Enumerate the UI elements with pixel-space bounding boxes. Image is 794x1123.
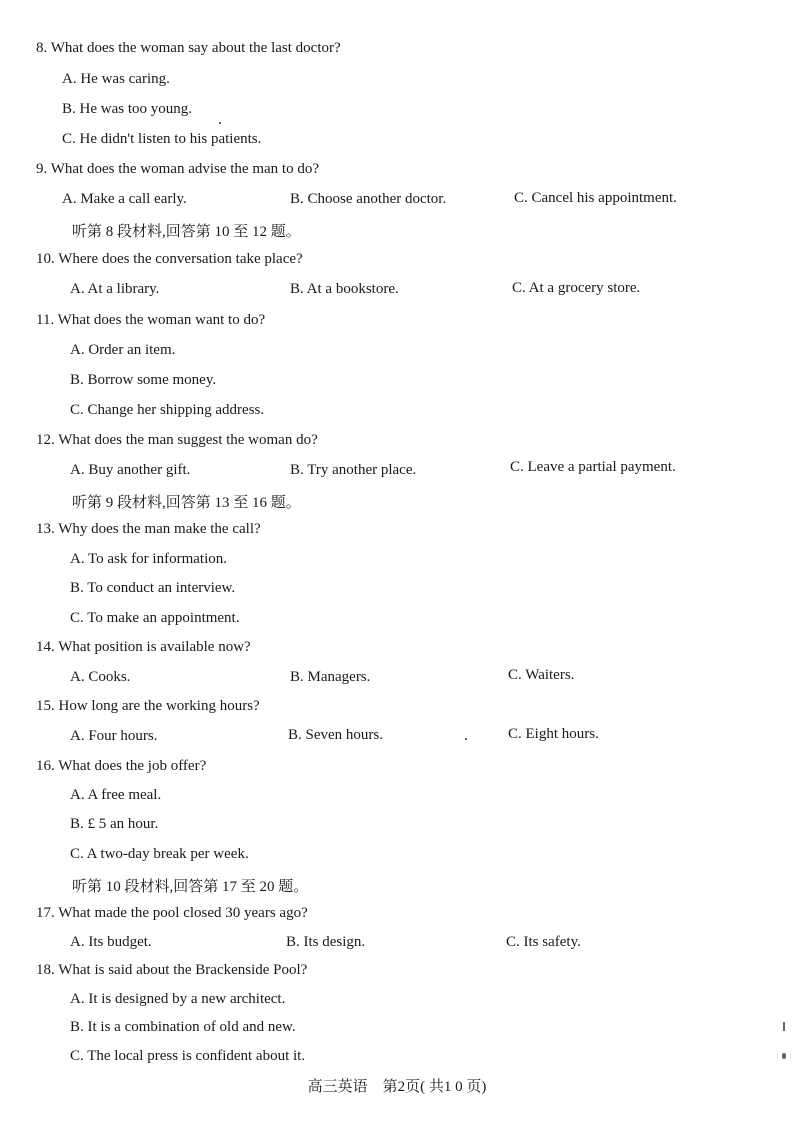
question-17: 17. What made the pool closed 30 years ago?	[36, 905, 308, 921]
option-8c: C. He didn't listen to his patients.	[62, 131, 262, 147]
option-14c: C. Waiters.	[508, 667, 575, 683]
option-9a: A. Make a call early.	[62, 191, 187, 207]
option-10b: B. At a bookstore.	[290, 281, 399, 297]
question-15: 15. How long are the working hours?	[36, 698, 260, 714]
page-footer: 高三英语 第2页( 共1 0 页)	[307, 1079, 487, 1095]
option-14b: B. Managers.	[290, 669, 371, 685]
scan-mark	[782, 1053, 786, 1059]
question-12: 12. What does the man suggest the woman do?	[36, 432, 318, 448]
option-12a: A. Buy another gift.	[70, 462, 191, 478]
option-11a: A. Order an item.	[70, 342, 176, 358]
section-header-9: 听第 9 段材料,回答第 13 至 16 题。	[72, 495, 301, 511]
option-17b: B. Its design.	[286, 934, 366, 950]
option-18b: B. It is a combination of old and new.	[70, 1019, 296, 1035]
scan-mark	[783, 1022, 785, 1031]
question-10: 10. Where does the conversation take place?	[36, 251, 303, 267]
option-10c: C. At a grocery store.	[512, 280, 641, 296]
option-10a: A. At a library.	[70, 281, 160, 297]
scan-speck	[465, 738, 467, 740]
option-11c: C. Change her shipping address.	[70, 402, 265, 418]
section-header-8: 听第 8 段材料,回答第 10 至 12 题。	[72, 224, 301, 240]
section-header-10: 听第 10 段材料,回答第 17 至 20 题。	[72, 879, 309, 895]
question-14: 14. What position is available now?	[36, 639, 251, 655]
option-16c: C. A two-day break per week.	[70, 846, 249, 862]
question-18: 18. What is said about the Brackenside Pool?	[36, 962, 308, 978]
option-18a: A. It is designed by a new architect.	[70, 991, 286, 1007]
option-12b: B. Try another place.	[290, 462, 417, 478]
option-15b: B. Seven hours.	[288, 727, 383, 743]
option-15a: A. Four hours.	[70, 728, 158, 744]
option-13b: B. To conduct an interview.	[70, 580, 236, 596]
option-18c: C. The local press is confident about it.	[70, 1048, 306, 1064]
question-9: 9. What does the woman advise the man to do?	[36, 161, 319, 177]
option-17c: C. Its safety.	[506, 934, 581, 950]
option-16a: A. A free meal.	[70, 787, 162, 803]
question-16: 16. What does the job offer?	[36, 758, 207, 774]
option-8a: A. He was caring.	[62, 71, 170, 87]
option-15c: C. Eight hours.	[508, 726, 599, 742]
option-17a: A. Its budget.	[70, 934, 152, 950]
option-9c: C. Cancel his appointment.	[514, 190, 677, 206]
option-12c: C. Leave a partial payment.	[510, 459, 676, 475]
question-11: 11. What does the woman want to do?	[36, 312, 266, 328]
option-11b: B. Borrow some money.	[70, 372, 217, 388]
scan-speck	[219, 122, 221, 124]
question-13: 13. Why does the man make the call?	[36, 521, 261, 537]
option-13a: A. To ask for information.	[70, 551, 227, 567]
option-16b: B. £ 5 an hour.	[70, 816, 159, 832]
option-13c: C. To make an appointment.	[70, 610, 240, 626]
option-14a: A. Cooks.	[70, 669, 131, 685]
question-8: 8. What does the woman say about the last doctor?	[36, 40, 341, 56]
option-8b: B. He was too young.	[62, 101, 192, 117]
option-9b: B. Choose another doctor.	[290, 191, 447, 207]
